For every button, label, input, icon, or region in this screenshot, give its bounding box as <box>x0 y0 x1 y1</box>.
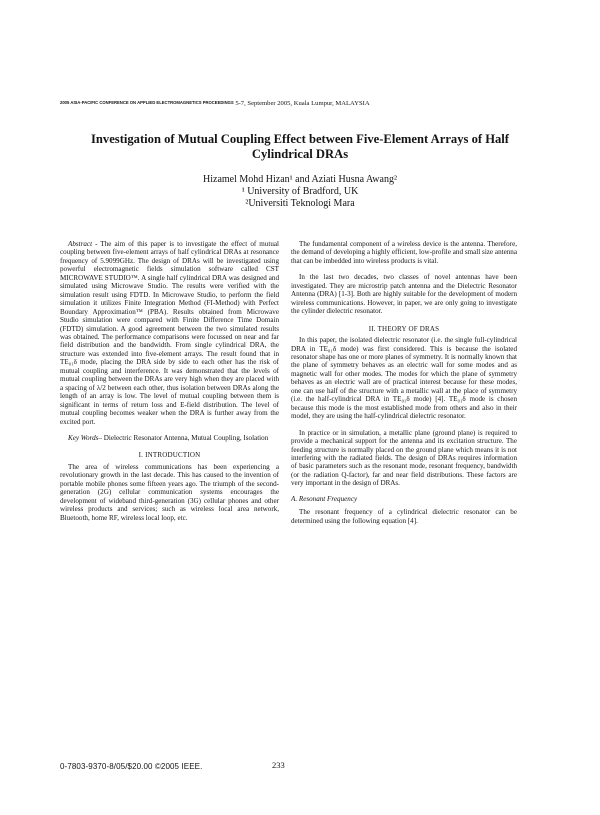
author-names: Hizamel Mohd Hizan¹ and Aziati Husna Awang² <box>203 174 397 185</box>
left-column <box>60 240 279 522</box>
section-2-title: II. THEORY OF DRAS <box>368 324 440 333</box>
abstract-text: - The aim of this paper is to investigate the effect of mutual coupling between five-element arrays of half cylindrical DRAs at resonance frequency of 5.9099GHz. The design of DRAs will be investigated using powerful electromagnetic fields simulation software called CST MICROWAVE STUDIO™. A single half cylindrical DRA was designed and simulated using Microwave Studio. The results were verified with the simulation result using FDTD. In Microwave Studio, to perform the field simulation it utilizes Finite Integration Method (FI-Method) with Perfect Boundary Approximation™ (PBA). Results obtained from Microwave Studio simulation were compared with Finite Difference Time Domain (FDTD) simulation. A good agreement between the two simulated results was obtained. The performance comparisons were focussed on near and far field distribution and the bandwidth. From single cylindrical DRA, the structure was extended into five-element arrays. The result found that in TE₀₁δ mode, placing the DRA side by side to each other has the risk of mutual coupling and interference. It was demonstrated that the levels of mutual coupling between the DRAs are very high when they are placed with a spacing of λ/2 between each other, thus isolation between DRAs along the length of an array is low. The level of mutual coupling between them is significant in terms of return loss and E-field distribution. The level of mutual coupling becomes weaker when the DRA is further away from the excited port. <box>60 240 279 426</box>
theory-paragraph-2: In practice or in simulation, a metallic plane (ground plane) is required to provide a mechanical support for the antenna and its excitation structure. The feeding structure is normally placed on the ground plane which means it is not interfering with the radiated fields. The design of DRAs requires information of basic parameters such as the resonant mode, resonant frequency, bandwidth (or the radiation Q-factor), far and near field distributions. These factors are very important in the design of DRAs. <box>291 428 517 488</box>
copyright-notice: 0-7803-9370-8/05/$20.00 ©2005 IEEE. <box>60 762 203 771</box>
resonant-frequency-paragraph: The resonant frequency of a cylindrical dielectric resonator can be determined using the following equation [4]. <box>291 508 517 525</box>
author-block <box>60 174 540 210</box>
keywords-text: – Dielectric Resonator Antenna, Mutual Coupling, Isolation <box>98 433 269 442</box>
affiliation-2: ²Universiti Teknologi Mara <box>245 198 355 209</box>
introduction-paragraph-1: The area of wireless communications has been experiencing a revolutionary growth in the last decade. This has caused to the invention of portable mobile phones some fifteen years ago. The triumph of the second-generation (2G) cellular communication systems encourages the development of wideband third-generation (3G) cellular phones and other wireless products and services; such as wireless local area network, Bluetooth, home RF, wireless local loop, etc. <box>60 462 279 522</box>
introduction-paragraph-2: The fundamental component of a wireless device is the antenna. Therefore, the demand of developing a highly efficient, low-profile and small size antenna that can be imbedded into wireless products is vital. <box>291 240 517 265</box>
running-header <box>60 99 540 108</box>
affiliation-1: ¹ University of Bradford, UK <box>241 186 359 197</box>
introduction-paragraph-3: In the last two decades, two classes of novel antennas have been investigated. They are microstrip patch antenna and the Dielectric Resonator Antenna (DRA) [1-3]. Both are highly suitable for the development of modern wireless communications. However, in paper, we are only going to investigate the cylinder dielectric resonator. <box>291 273 517 316</box>
section-1-title: I. INTRODUCTION <box>138 451 201 460</box>
page-number: 233 <box>272 760 285 770</box>
right-column <box>291 240 517 525</box>
abstract-label: Abstract <box>68 240 93 248</box>
theory-paragraph-1: In this paper, the isolated dielectric resonator (i.e. the single full-cylindrical DRA in TE₀₁δ mode) was first considered. This is because the isolated resonator shape has one or more planes of symmetry. It is normally known that the plane of symmetry behaves as an electric wall for some modes and as magnetic wall for other modes. The modes for which the plane of symmetry behaves as an electric wall are of practical interest because for these modes, one can use half of the structure with a metallic wall at the place of symmetry (i.e. the half-cylindrical DRA in TE₀₁δ mode) [4]. TE₀₁δ mode is chosen because this mode is the most established mode from others and also in their model, they are using the half-cylindrical dielectric resonator. <box>291 336 517 421</box>
subsection-a-title: A. Resonant Frequency <box>291 494 358 503</box>
abstract-paragraph <box>60 240 279 426</box>
keywords-paragraph <box>60 434 279 442</box>
conference-name: 2005 ASIA-PACIFIC CONFERENCE ON APPLIED ELECTROMAGNETICS PROCEEDINGS <box>60 100 234 105</box>
paper-title: Investigation of Mutual Coupling Effect between Five-Element Arrays of Half Cylindrical DRAs <box>91 132 509 161</box>
keywords-label: Key Words <box>68 433 99 442</box>
conference-dates-location: 5-7, September 2005, Kuala Lumpur, MALAYSIA <box>235 100 370 107</box>
